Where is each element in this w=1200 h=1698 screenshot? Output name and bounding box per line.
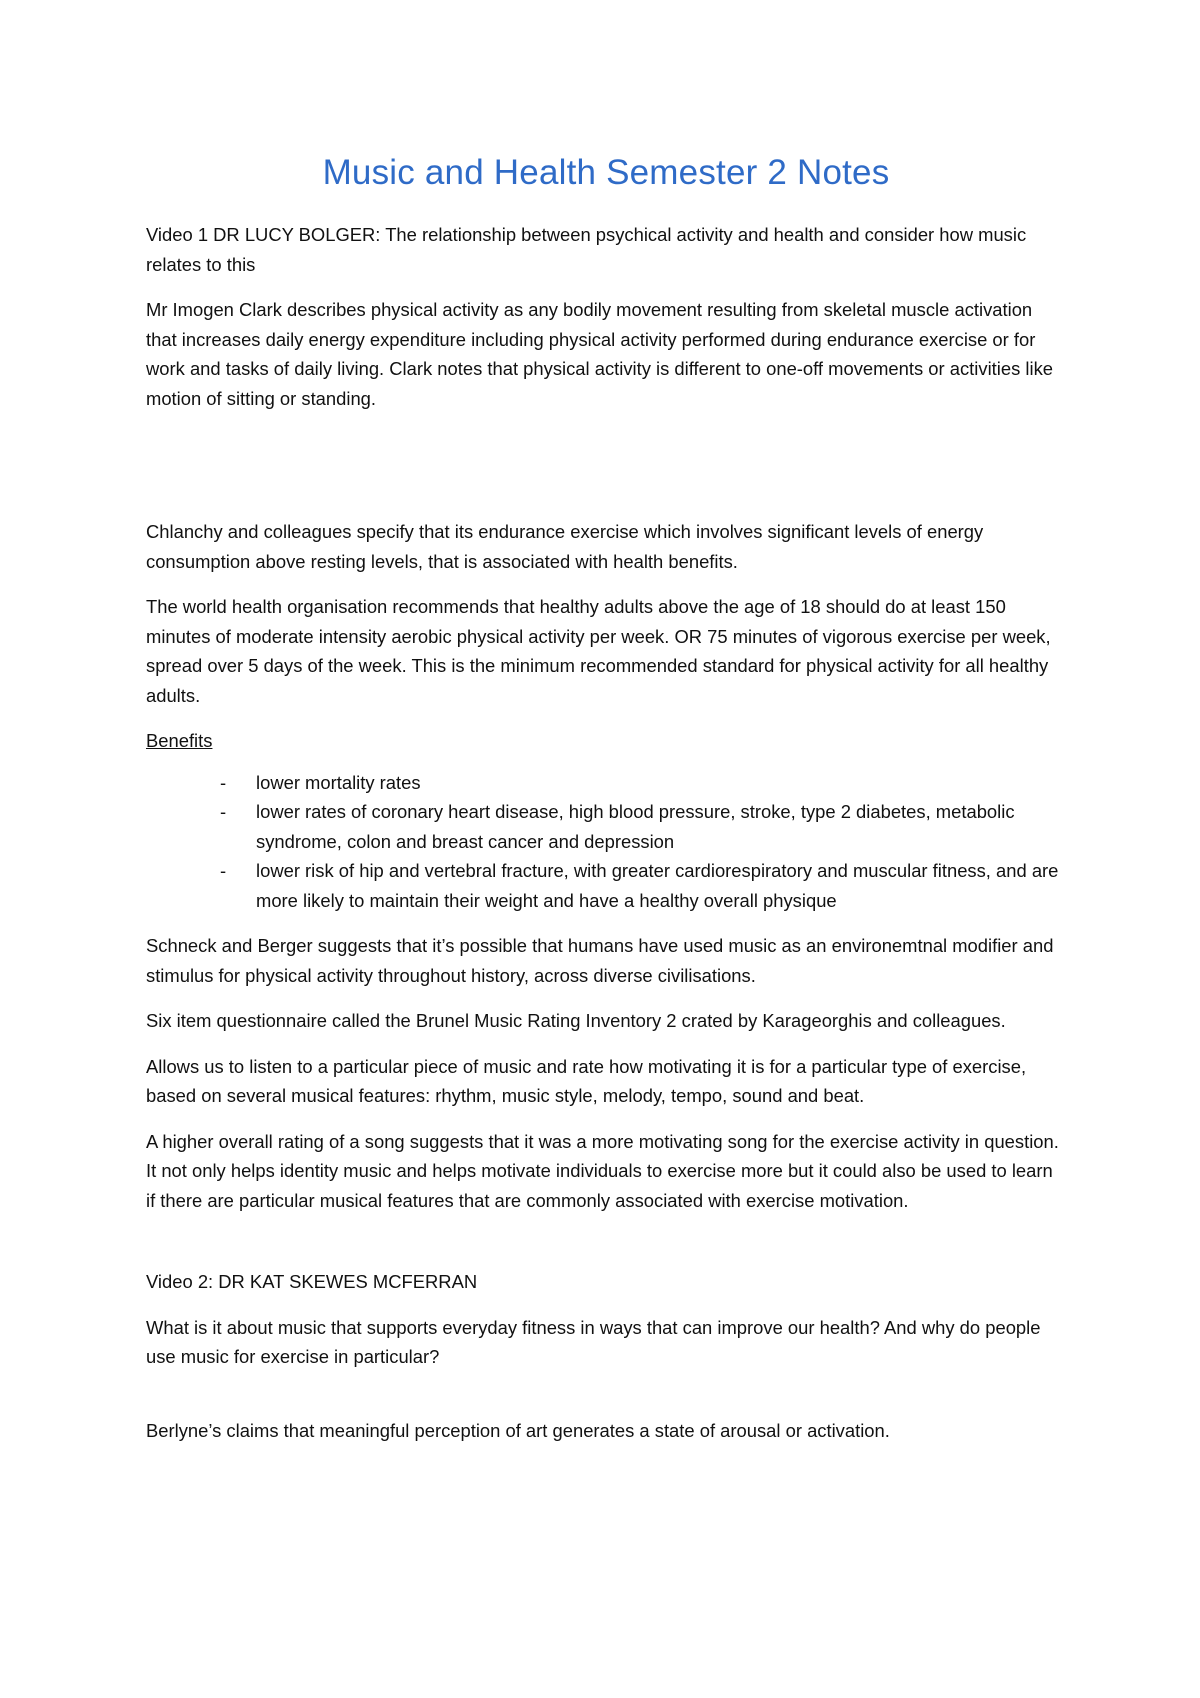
list-item xyxy=(146,797,1066,856)
dash-marker: - xyxy=(220,801,227,822)
paragraph-chlanchy: Chlanchy and colleagues specify that its endurance exercise which involves significant levels of energy consumption above resting levels, that is associated with health benefits. xyxy=(146,521,984,572)
video1-heading: Video 1 DR LUCY BOLGER: The relationship between psychical activity and health and consider how music relates to this xyxy=(146,224,1027,275)
paragraph-allows: Allows us to listen to a particular piece of music and rate how motivating it is for a particular type of exercise, based on several musical features: rhythm, music style, melody, tempo, sound and beat. xyxy=(146,1055,1027,1106)
paragraph-who: The world health organisation recommends that healthy adults above the age of 18 should do at least 150 minutes of moderate intensity aerobic physical activity per week. OR 75 minutes of vigorous exercise per week, spread over 5 days of the week. This is the minimum recommended standard for physical activity for all healthy adults. xyxy=(146,596,1051,706)
document-content xyxy=(146,150,1066,1461)
paragraph-higher-rating: A higher overall rating of a song suggests that it was a more motivating song for the exercise activity in question. It not only helps identity music and helps motivate individuals to exercise more but it could also be used to learn if there are particular musical features that are commonly associated with exercise motivation. xyxy=(146,1130,1059,1211)
dash-marker: - xyxy=(220,860,227,881)
list-item xyxy=(146,768,1066,798)
document-title: Music and Health Semester 2 Notes xyxy=(322,153,890,192)
paragraph-six-item: Six item questionnaire called the Brunel Music Rating Inventory 2 crated by Karageorghis and colleagues. xyxy=(146,1010,1006,1031)
video2-heading: Video 2: DR KAT SKEWES MCFERRAN xyxy=(146,1271,478,1292)
paragraph-what: What is it about music that supports everyday fitness in ways that can improve our health? And why do people use music for exercise in particular? xyxy=(146,1316,1041,1367)
list-item xyxy=(146,856,1066,915)
paragraph-clark: Mr Imogen Clark describes physical activity as any bodily movement resulting from skeletal muscle activation that increases daily energy expenditure including physical activity performed during endurance exercise or for work and tasks of daily living. Clark notes that physical activity is different to one-off movements or activities like motion of sitting or standing. xyxy=(146,299,1053,409)
benefits-heading: Benefits xyxy=(146,730,213,751)
list-item-text: lower mortality rates xyxy=(256,771,421,793)
paragraph-schneck: Schneck and Berger suggests that it’s possible that humans have used music as an environemtnal modifier and stimulus for physical activity throughout history, across diverse civilisations. xyxy=(146,935,1054,986)
list-item-text: lower rates of coronary heart disease, high blood pressure, stroke, type 2 diabetes, metabolic syndrome, colon and breast cancer and depression xyxy=(256,801,1015,852)
dash-marker: - xyxy=(220,771,227,793)
paragraph-berlyne: Berlyne’s claims that meaningful perception of art generates a state of arousal or activation. xyxy=(146,1419,890,1441)
list-item-text: lower risk of hip and vertebral fracture, with greater cardiorespiratory and muscular fitness, and are more likely to maintain their weight and have a healthy overall physique xyxy=(256,860,1059,911)
benefits-list xyxy=(146,768,1066,916)
